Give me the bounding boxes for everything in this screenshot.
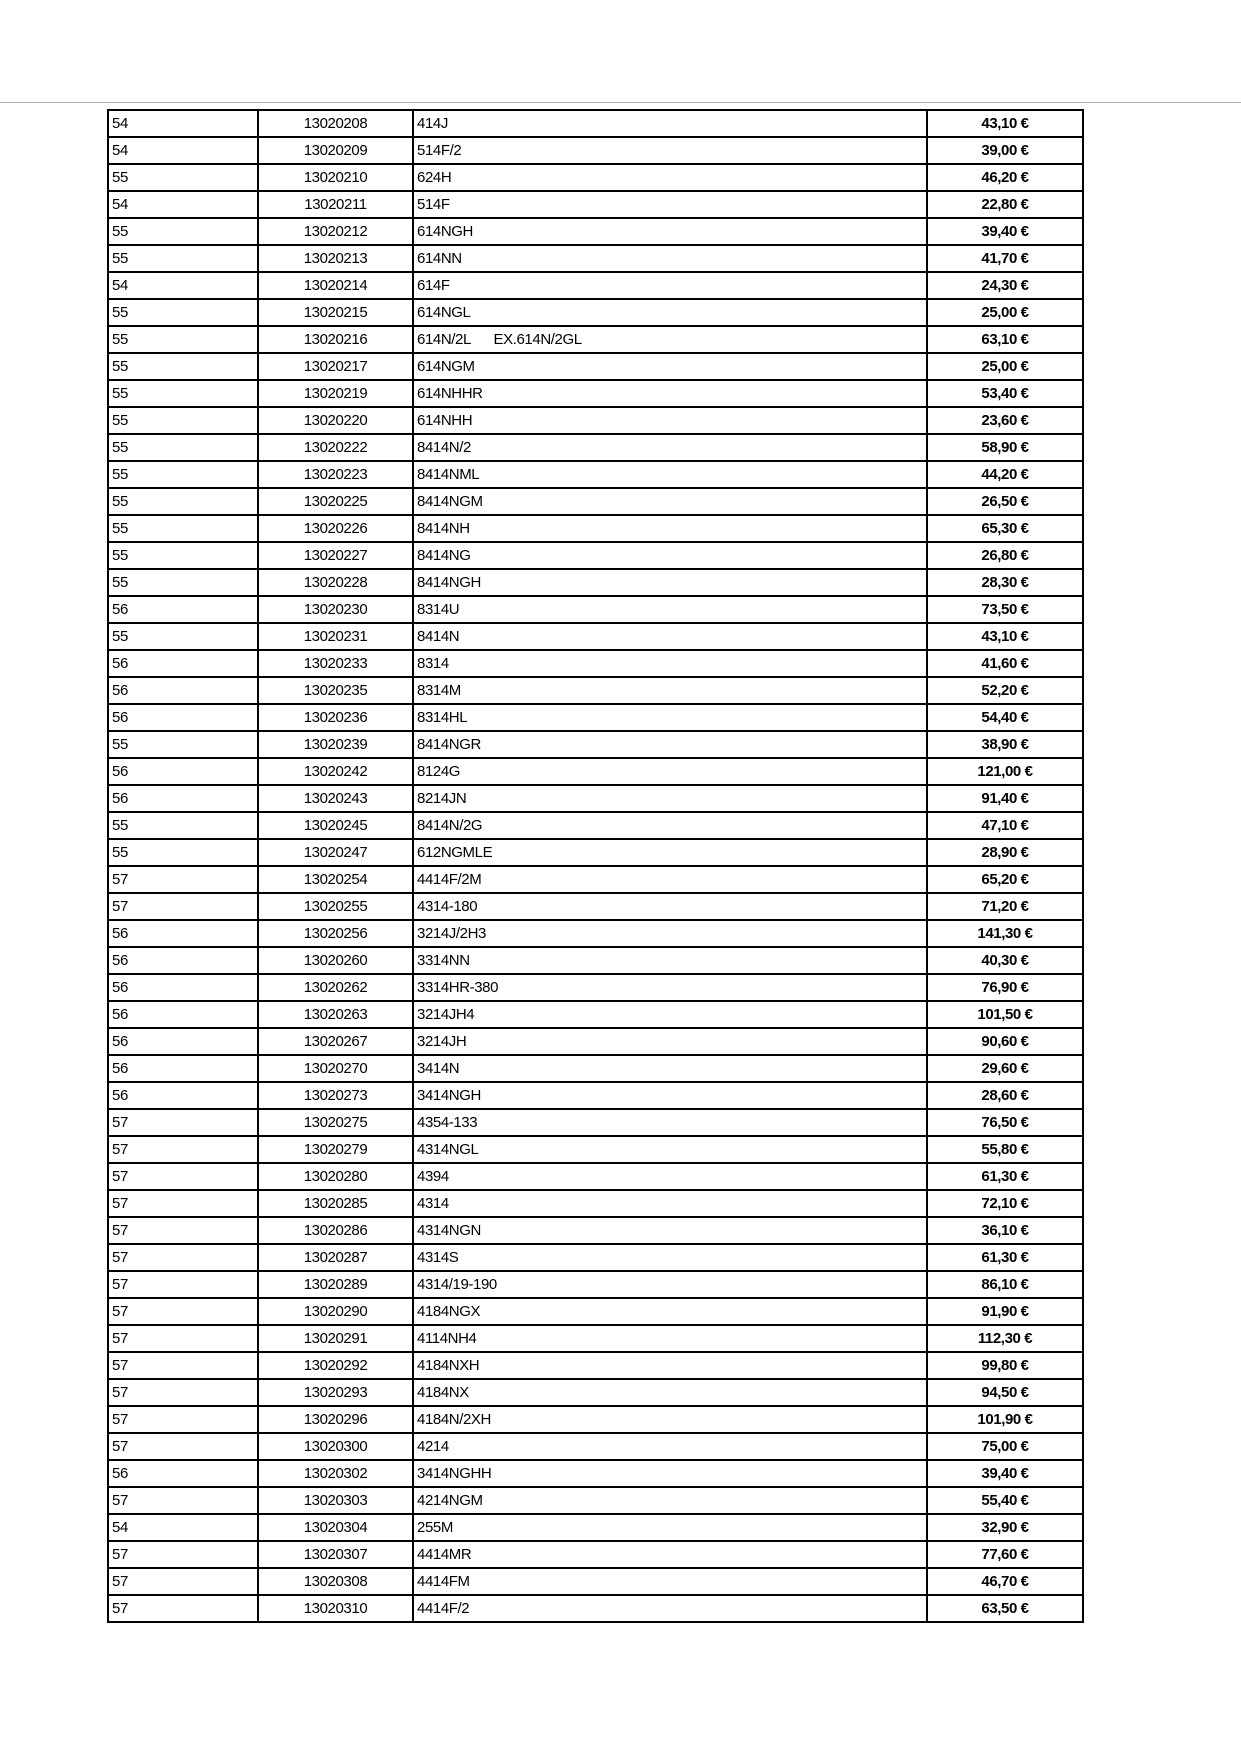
product-code-cell: 4314S [413, 1244, 927, 1271]
page-number-cell: 54 [108, 272, 258, 299]
price-cell: 90,60 € [927, 1028, 1083, 1055]
article-number-cell: 13020255 [258, 893, 413, 920]
page-number-cell: 57 [108, 1487, 258, 1514]
product-code-cell: 8314M [413, 677, 927, 704]
price-cell: 28,90 € [927, 839, 1083, 866]
table-row [108, 245, 1083, 272]
price-cell: 54,40 € [927, 704, 1083, 731]
article-number-cell: 13020219 [258, 380, 413, 407]
price-cell: 52,20 € [927, 677, 1083, 704]
page-number-cell: 57 [108, 1352, 258, 1379]
price-cell: 26,50 € [927, 488, 1083, 515]
article-number-cell: 13020279 [258, 1136, 413, 1163]
price-cell: 47,10 € [927, 812, 1083, 839]
price-cell: 25,00 € [927, 299, 1083, 326]
page-number-cell: 57 [108, 1541, 258, 1568]
article-number-cell: 13020287 [258, 1244, 413, 1271]
table-row [108, 947, 1083, 974]
table-row [108, 866, 1083, 893]
page-number-cell: 55 [108, 245, 258, 272]
page-number-cell: 56 [108, 1001, 258, 1028]
product-code-cell: 8314 [413, 650, 927, 677]
price-cell: 75,00 € [927, 1433, 1083, 1460]
article-number-cell: 13020227 [258, 542, 413, 569]
product-code-cell: 8414N/2G [413, 812, 927, 839]
page-number-cell: 57 [108, 1271, 258, 1298]
page-number-cell: 55 [108, 218, 258, 245]
product-code-cell: 614N/2L EX.614N/2GL [413, 326, 927, 353]
product-code-cell: 3414N [413, 1055, 927, 1082]
table-row [108, 758, 1083, 785]
article-number-cell: 13020267 [258, 1028, 413, 1055]
article-number-cell: 13020296 [258, 1406, 413, 1433]
price-cell: 25,00 € [927, 353, 1083, 380]
table-row [108, 785, 1083, 812]
article-number-cell: 13020275 [258, 1109, 413, 1136]
price-cell: 39,40 € [927, 218, 1083, 245]
table-row [108, 1001, 1083, 1028]
product-code-cell: 3214JH4 [413, 1001, 927, 1028]
price-cell: 99,80 € [927, 1352, 1083, 1379]
table-row [108, 1568, 1083, 1595]
price-cell: 28,30 € [927, 569, 1083, 596]
table-row [108, 812, 1083, 839]
price-cell: 121,00 € [927, 758, 1083, 785]
page-number-cell: 57 [108, 1190, 258, 1217]
product-code-cell: 8414NGR [413, 731, 927, 758]
price-cell: 41,70 € [927, 245, 1083, 272]
table-row [108, 1379, 1083, 1406]
table-row [108, 893, 1083, 920]
table-row [108, 650, 1083, 677]
page-number-cell: 56 [108, 1028, 258, 1055]
product-code-cell: 3414NGHH [413, 1460, 927, 1487]
table-row [108, 623, 1083, 650]
price-cell: 61,30 € [927, 1244, 1083, 1271]
price-cell: 55,40 € [927, 1487, 1083, 1514]
product-code-cell: 8414N [413, 623, 927, 650]
product-code-cell: 4184NXH [413, 1352, 927, 1379]
product-code-cell: 8414NG [413, 542, 927, 569]
table-row [108, 1082, 1083, 1109]
page-number-cell: 54 [108, 137, 258, 164]
article-number-cell: 13020245 [258, 812, 413, 839]
product-code-cell: 4314/19-190 [413, 1271, 927, 1298]
table-row [108, 569, 1083, 596]
page-number-cell: 56 [108, 677, 258, 704]
page-number-cell: 57 [108, 866, 258, 893]
article-number-cell: 13020222 [258, 434, 413, 461]
price-cell: 36,10 € [927, 1217, 1083, 1244]
price-cell: 58,90 € [927, 434, 1083, 461]
article-number-cell: 13020230 [258, 596, 413, 623]
page-number-cell: 55 [108, 623, 258, 650]
table-row [108, 380, 1083, 407]
table-row [108, 515, 1083, 542]
price-cell: 76,50 € [927, 1109, 1083, 1136]
price-cell: 46,70 € [927, 1568, 1083, 1595]
page-number-cell: 55 [108, 731, 258, 758]
page-number-cell: 56 [108, 785, 258, 812]
product-code-cell: 3414NGH [413, 1082, 927, 1109]
price-cell: 101,50 € [927, 1001, 1083, 1028]
page-number-cell: 55 [108, 569, 258, 596]
product-code-cell: 8414NGM [413, 488, 927, 515]
article-number-cell: 13020286 [258, 1217, 413, 1244]
page-number-cell: 56 [108, 758, 258, 785]
article-number-cell: 13020243 [258, 785, 413, 812]
table-row [108, 1460, 1083, 1487]
article-number-cell: 13020211 [258, 191, 413, 218]
price-cell: 61,30 € [927, 1163, 1083, 1190]
page-top-hairline [0, 102, 1241, 103]
article-number-cell: 13020273 [258, 1082, 413, 1109]
table-row [108, 218, 1083, 245]
page-number-cell: 56 [108, 920, 258, 947]
price-cell: 101,90 € [927, 1406, 1083, 1433]
price-cell: 141,30 € [927, 920, 1083, 947]
article-number-cell: 13020216 [258, 326, 413, 353]
table-row [108, 1406, 1083, 1433]
product-code-cell: 8414NGH [413, 569, 927, 596]
price-cell: 94,50 € [927, 1379, 1083, 1406]
page-number-cell: 55 [108, 542, 258, 569]
product-code-cell: 8314HL [413, 704, 927, 731]
page-number-cell: 57 [108, 1136, 258, 1163]
page-number-cell: 55 [108, 488, 258, 515]
table-row [108, 542, 1083, 569]
product-code-cell: 4314 [413, 1190, 927, 1217]
product-code-cell: 4214NGM [413, 1487, 927, 1514]
page-number-cell: 57 [108, 1244, 258, 1271]
table-row [108, 1298, 1083, 1325]
price-cell: 32,90 € [927, 1514, 1083, 1541]
product-code-cell: 4184N/2XH [413, 1406, 927, 1433]
table-row [108, 1487, 1083, 1514]
page-number-cell: 57 [108, 1568, 258, 1595]
product-code-cell: 614F [413, 272, 927, 299]
article-number-cell: 13020225 [258, 488, 413, 515]
price-table-body [108, 110, 1083, 1622]
product-code-cell: 3314NN [413, 947, 927, 974]
price-cell: 53,40 € [927, 380, 1083, 407]
article-number-cell: 13020239 [258, 731, 413, 758]
table-row [108, 731, 1083, 758]
article-number-cell: 13020260 [258, 947, 413, 974]
page-number-cell: 55 [108, 326, 258, 353]
product-code-cell: 4414MR [413, 1541, 927, 1568]
article-number-cell: 13020307 [258, 1541, 413, 1568]
table-row [108, 974, 1083, 1001]
product-code-cell: 4184NX [413, 1379, 927, 1406]
product-code-cell: 614NGH [413, 218, 927, 245]
page-number-cell: 54 [108, 110, 258, 137]
article-number-cell: 13020293 [258, 1379, 413, 1406]
product-code-cell: 4314-180 [413, 893, 927, 920]
product-code-cell: 8124G [413, 758, 927, 785]
price-cell: 38,90 € [927, 731, 1083, 758]
price-cell: 22,80 € [927, 191, 1083, 218]
price-cell: 43,10 € [927, 623, 1083, 650]
page-number-cell: 57 [108, 1595, 258, 1622]
article-number-cell: 13020215 [258, 299, 413, 326]
page-number-cell: 57 [108, 893, 258, 920]
page-number-cell: 57 [108, 1406, 258, 1433]
product-code-cell: 4314NGL [413, 1136, 927, 1163]
price-cell: 44,20 € [927, 461, 1083, 488]
table-row [108, 596, 1083, 623]
product-code-cell: 255M [413, 1514, 927, 1541]
page-number-cell: 55 [108, 434, 258, 461]
page-number-cell: 55 [108, 461, 258, 488]
page-number-cell: 54 [108, 191, 258, 218]
product-code-cell: 8414NML [413, 461, 927, 488]
table-row [108, 1163, 1083, 1190]
table-row [108, 1325, 1083, 1352]
table-row [108, 137, 1083, 164]
article-number-cell: 13020310 [258, 1595, 413, 1622]
page-number-cell: 57 [108, 1217, 258, 1244]
table-row [108, 191, 1083, 218]
article-number-cell: 13020223 [258, 461, 413, 488]
price-cell: 23,60 € [927, 407, 1083, 434]
article-number-cell: 13020212 [258, 218, 413, 245]
table-row [108, 434, 1083, 461]
page-number-cell: 55 [108, 407, 258, 434]
table-row [108, 1244, 1083, 1271]
article-number-cell: 13020304 [258, 1514, 413, 1541]
table-row [108, 164, 1083, 191]
article-number-cell: 13020228 [258, 569, 413, 596]
price-cell: 24,30 € [927, 272, 1083, 299]
page-number-cell: 57 [108, 1163, 258, 1190]
product-code-cell: 514F [413, 191, 927, 218]
price-cell: 73,50 € [927, 596, 1083, 623]
article-number-cell: 13020226 [258, 515, 413, 542]
page-number-cell: 54 [108, 1514, 258, 1541]
product-code-cell: 8414N/2 [413, 434, 927, 461]
table-row [108, 110, 1083, 137]
article-number-cell: 13020308 [258, 1568, 413, 1595]
product-code-cell: 4414FM [413, 1568, 927, 1595]
table-row [108, 1352, 1083, 1379]
table-row [108, 1109, 1083, 1136]
article-number-cell: 13020292 [258, 1352, 413, 1379]
article-number-cell: 13020210 [258, 164, 413, 191]
page-number-cell: 56 [108, 1460, 258, 1487]
table-row [108, 1136, 1083, 1163]
article-number-cell: 13020263 [258, 1001, 413, 1028]
page-number-cell: 56 [108, 1055, 258, 1082]
product-code-cell: 4354-133 [413, 1109, 927, 1136]
page-number-cell: 57 [108, 1379, 258, 1406]
article-number-cell: 13020213 [258, 245, 413, 272]
price-cell: 77,60 € [927, 1541, 1083, 1568]
table-row [108, 1514, 1083, 1541]
table-row [108, 1190, 1083, 1217]
article-number-cell: 13020289 [258, 1271, 413, 1298]
price-cell: 63,10 € [927, 326, 1083, 353]
page-number-cell: 56 [108, 947, 258, 974]
price-cell: 91,90 € [927, 1298, 1083, 1325]
page-number-cell: 55 [108, 353, 258, 380]
product-code-cell: 8414NH [413, 515, 927, 542]
page-number-cell: 55 [108, 299, 258, 326]
product-code-cell: 8314U [413, 596, 927, 623]
product-code-cell: 4414F/2 [413, 1595, 927, 1622]
table-row [108, 1433, 1083, 1460]
article-number-cell: 13020254 [258, 866, 413, 893]
page-number-cell: 56 [108, 596, 258, 623]
price-cell: 72,10 € [927, 1190, 1083, 1217]
page-number-cell: 57 [108, 1298, 258, 1325]
article-number-cell: 13020233 [258, 650, 413, 677]
article-number-cell: 13020285 [258, 1190, 413, 1217]
product-code-cell: 4394 [413, 1163, 927, 1190]
price-cell: 65,20 € [927, 866, 1083, 893]
article-number-cell: 13020300 [258, 1433, 413, 1460]
price-cell: 26,80 € [927, 542, 1083, 569]
price-cell: 76,90 € [927, 974, 1083, 1001]
page-number-cell: 55 [108, 515, 258, 542]
table-row [108, 704, 1083, 731]
table-row [108, 272, 1083, 299]
article-number-cell: 13020270 [258, 1055, 413, 1082]
table-row [108, 839, 1083, 866]
price-cell: 28,60 € [927, 1082, 1083, 1109]
product-code-cell: 4314NGN [413, 1217, 927, 1244]
price-cell: 29,60 € [927, 1055, 1083, 1082]
price-cell: 40,30 € [927, 947, 1083, 974]
product-code-cell: 3214J/2H3 [413, 920, 927, 947]
table-row [108, 1217, 1083, 1244]
product-code-cell: 614NHH [413, 407, 927, 434]
product-code-cell: 612NGMLE [413, 839, 927, 866]
article-number-cell: 13020302 [258, 1460, 413, 1487]
article-number-cell: 13020217 [258, 353, 413, 380]
table-row [108, 1271, 1083, 1298]
page-number-cell: 55 [108, 380, 258, 407]
table-row [108, 1541, 1083, 1568]
page-number-cell: 56 [108, 1082, 258, 1109]
page-number-cell: 56 [108, 650, 258, 677]
table-row [108, 920, 1083, 947]
page-number-cell: 57 [108, 1109, 258, 1136]
table-row [108, 1028, 1083, 1055]
product-code-cell: 614NGM [413, 353, 927, 380]
table-row [108, 1595, 1083, 1622]
product-code-cell: 514F/2 [413, 137, 927, 164]
page-number-cell: 55 [108, 839, 258, 866]
table-row [108, 407, 1083, 434]
price-cell: 112,30 € [927, 1325, 1083, 1352]
product-code-cell: 414J [413, 110, 927, 137]
price-cell: 91,40 € [927, 785, 1083, 812]
article-number-cell: 13020220 [258, 407, 413, 434]
article-number-cell: 13020303 [258, 1487, 413, 1514]
price-cell: 39,00 € [927, 137, 1083, 164]
product-code-cell: 4184NGX [413, 1298, 927, 1325]
price-cell: 41,60 € [927, 650, 1083, 677]
article-number-cell: 13020214 [258, 272, 413, 299]
table-row [108, 677, 1083, 704]
price-cell: 46,20 € [927, 164, 1083, 191]
product-code-cell: 614NHHR [413, 380, 927, 407]
article-number-cell: 13020209 [258, 137, 413, 164]
page-number-cell: 55 [108, 812, 258, 839]
page-number-cell: 55 [108, 164, 258, 191]
article-number-cell: 13020236 [258, 704, 413, 731]
article-number-cell: 13020290 [258, 1298, 413, 1325]
article-number-cell: 13020247 [258, 839, 413, 866]
price-cell: 86,10 € [927, 1271, 1083, 1298]
article-number-cell: 13020235 [258, 677, 413, 704]
product-code-cell: 624H [413, 164, 927, 191]
price-cell: 71,20 € [927, 893, 1083, 920]
table-row [108, 326, 1083, 353]
article-number-cell: 13020208 [258, 110, 413, 137]
product-code-cell: 614NN [413, 245, 927, 272]
page-number-cell: 56 [108, 704, 258, 731]
article-number-cell: 13020242 [258, 758, 413, 785]
product-code-cell: 4114NH4 [413, 1325, 927, 1352]
product-code-cell: 3214JH [413, 1028, 927, 1055]
price-cell: 39,40 € [927, 1460, 1083, 1487]
article-number-cell: 13020231 [258, 623, 413, 650]
product-code-cell: 614NGL [413, 299, 927, 326]
product-code-cell: 4414F/2M [413, 866, 927, 893]
page-number-cell: 56 [108, 974, 258, 1001]
table-row [108, 461, 1083, 488]
price-cell: 43,10 € [927, 110, 1083, 137]
table-row [108, 299, 1083, 326]
table-row [108, 1055, 1083, 1082]
price-cell: 55,80 € [927, 1136, 1083, 1163]
product-code-cell: 8214JN [413, 785, 927, 812]
page-number-cell: 57 [108, 1325, 258, 1352]
price-cell: 63,50 € [927, 1595, 1083, 1622]
article-number-cell: 13020262 [258, 974, 413, 1001]
article-number-cell: 13020256 [258, 920, 413, 947]
page-number-cell: 57 [108, 1433, 258, 1460]
table-row [108, 488, 1083, 515]
price-list-table [107, 109, 1084, 1623]
price-cell: 65,30 € [927, 515, 1083, 542]
product-code-cell: 4214 [413, 1433, 927, 1460]
table-row [108, 353, 1083, 380]
article-number-cell: 13020291 [258, 1325, 413, 1352]
article-number-cell: 13020280 [258, 1163, 413, 1190]
product-code-cell: 3314HR-380 [413, 974, 927, 1001]
